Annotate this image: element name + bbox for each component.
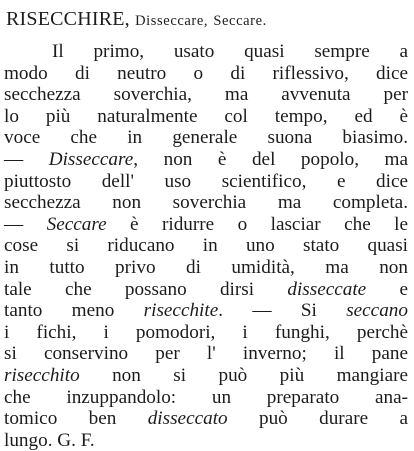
italic-term: seccano (346, 300, 408, 322)
text-segment: e (366, 278, 408, 300)
text-segment: modo di neutro o di riflessivo, dice (4, 62, 408, 84)
text-segment: tanto meno (4, 300, 144, 322)
text-line (4, 387, 408, 409)
text-line (4, 106, 408, 128)
italic-term: risecchito (4, 364, 80, 386)
text-line (4, 279, 408, 301)
text-line (4, 214, 408, 236)
text-segment: lo più naturalmente col tempo, ed è (4, 105, 408, 127)
entry-body (4, 41, 408, 451)
italic-term: disseccate (287, 278, 367, 300)
italic-term: Seccare (46, 213, 107, 235)
italic-term: risecchite (143, 300, 219, 322)
italic-term: Disseccare (48, 148, 134, 170)
entry-synonym-disseccare: Disseccare, (135, 13, 209, 29)
italic-term: disseccato (147, 408, 228, 430)
entry-headword: RISECCHIRE, (6, 8, 130, 30)
text-segment: cose si riducano in uno stato quasi (4, 235, 408, 257)
entry-synonym-seccare: Seccare. (213, 13, 267, 29)
text-segment: tomico ben (4, 408, 148, 430)
text-segment: che inzuppandolo: un preparato ana- (4, 386, 408, 408)
text-segment: — (4, 213, 47, 235)
text-segment: voce che in generale suona biasimo. (4, 127, 408, 149)
text-segment: può durare a (227, 408, 408, 430)
text-line (4, 171, 408, 193)
entry-heading (4, 0, 408, 33)
text-segment: secchezza soverchia, ma avvenuta per (4, 84, 408, 106)
text-segment: non si può più mangiare (79, 364, 408, 386)
text-line (4, 84, 408, 106)
text-segment: si conservino per l' inverno; il pane (4, 343, 408, 365)
text-segment: tale che possano dirsi (4, 278, 288, 300)
text-line (4, 41, 408, 63)
text-line (4, 430, 408, 451)
text-segment: è ridurre o lasciar che le (106, 213, 408, 235)
text-segment: in tutto privo di umidità, ma non (4, 256, 408, 278)
text-line (4, 149, 408, 171)
text-line (4, 63, 408, 85)
text-segment: , non è del popolo, ma (133, 148, 408, 170)
text-line (4, 192, 408, 214)
text-segment: piuttosto dell' uso scientifico, e dice (4, 170, 408, 192)
text-segment: . — Si (218, 300, 347, 322)
text-line (4, 408, 408, 430)
text-line (4, 127, 408, 149)
text-segment: Il primo, usato quasi sempre a (52, 41, 408, 62)
text-segment: secchezza non soverchia ma completa. (4, 192, 408, 214)
text-segment: — (4, 148, 49, 170)
text-line (4, 300, 408, 322)
text-line (4, 343, 408, 365)
text-line (4, 365, 408, 387)
text-segment: i fichi, i pomodori, i funghi, perchè (4, 321, 408, 343)
text-line (4, 257, 408, 279)
text-line (4, 235, 408, 257)
text-line (4, 322, 408, 344)
text-segment: lungo. G. F. (4, 429, 95, 451)
